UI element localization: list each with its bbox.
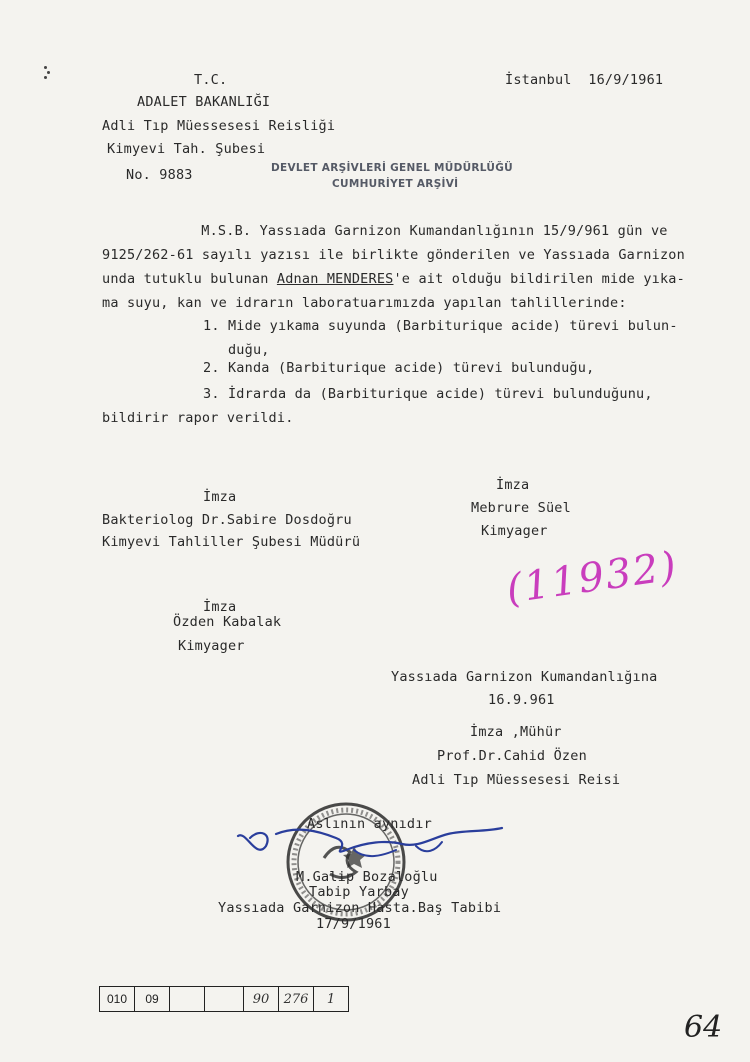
sig3-name: Özden Kabalak — [173, 614, 282, 630]
archive-cell: 1 — [326, 991, 336, 1007]
header-branch: Kimyevi Tah. Şubesi — [107, 141, 266, 157]
copy-line1: Aslının aynıdır — [307, 816, 432, 832]
archive-cell — [205, 987, 244, 1011]
archive-cell — [170, 987, 205, 1011]
copy-line3: Tabip Yarbay — [309, 884, 409, 900]
archive-reference-box — [99, 986, 349, 1012]
body-line-3-end: 'e ait olduğu bildirilen mide yıka- — [393, 271, 685, 287]
body-line-2: 9125/262-61 sayılı yazısı ile birlikte gönderilen ve Yassıada Garnizon — [102, 247, 685, 263]
body-closing: bildirir rapor verildi. — [102, 410, 294, 426]
sig2-title: Kimyager — [481, 523, 548, 539]
finding-3: 3. İdrarda da (Barbiturique acide) türevi bulunduğunu, — [203, 386, 653, 402]
sig3-title: Kimyager — [178, 638, 245, 654]
header-place-date: İstanbul 16/9/1961 — [505, 72, 664, 88]
sig2-label: İmza — [496, 477, 530, 493]
body-line-3-start: unda tutuklu bulunan — [102, 271, 277, 287]
header-institution: Adli Tıp Müessesesi Reisliği — [102, 118, 336, 134]
header-number: No. 9883 — [126, 167, 193, 183]
finding-1-cont: duğu, — [203, 342, 270, 358]
handwritten-number: (11932) — [503, 543, 681, 613]
addressee-to: Yassıada Garnizon Kumandanlığına — [391, 669, 658, 685]
finding-2: 2. Kanda (Barbiturique acide) türevi bulunduğu, — [203, 360, 595, 376]
archive-stamp-line1: DEVLET ARŞİVLERİ GENEL MÜDÜRLÜĞÜ — [271, 162, 513, 174]
archive-cell: 276 — [279, 987, 314, 1011]
person-name: Adnan MENDERES — [276, 271, 394, 287]
page-number: 64 — [684, 1010, 723, 1045]
archive-stamp-line2: CUMHURİYET ARŞİVİ — [332, 178, 459, 190]
blue-signature-icon — [236, 820, 506, 870]
addressee-name: Prof.Dr.Cahid Özen — [437, 748, 587, 764]
body-line-4: ma suyu, kan ve idrarın laboratuarımızda yapılan tahlillerinde: — [102, 295, 627, 311]
finding-1: 1. Mide yıkama suyunda (Barbiturique acide) türevi bulun- — [203, 318, 678, 334]
copy-line4: Yassıada Garnizon Hasta.Baş Tabibi — [218, 900, 502, 916]
addressee-date: 16.9.961 — [488, 692, 555, 708]
body-line-1: M.S.B. Yassıada Garnizon Kumandanlığının 15/9/961 gün ve — [118, 223, 668, 239]
header-country: T.C. — [194, 72, 228, 88]
archive-cell: 010 — [100, 987, 135, 1011]
sig1-label: İmza — [203, 489, 237, 505]
addressee-sign: İmza ,Mühür — [470, 724, 562, 740]
header-ministry: ADALET BAKANLIĞI — [137, 94, 271, 110]
copy-line2: M.Galip Bozaloğlu — [296, 869, 438, 885]
sig3-label: İmza — [203, 599, 237, 615]
sig2-name: Mebrure Süel — [471, 500, 571, 516]
addressee-title: Adli Tıp Müessesesi Reisi — [412, 772, 621, 788]
copy-line5: 17/9/1961 — [316, 916, 391, 932]
archive-cell: 09 — [135, 987, 170, 1011]
body-line-3 — [102, 271, 685, 287]
archive-cell: 90 — [244, 987, 279, 1011]
sig1-name: Bakteriolog Dr.Sabire Dosdoğru — [102, 512, 352, 528]
sig1-title: Kimyevi Tahliller Şubesi Müdürü — [102, 534, 361, 550]
